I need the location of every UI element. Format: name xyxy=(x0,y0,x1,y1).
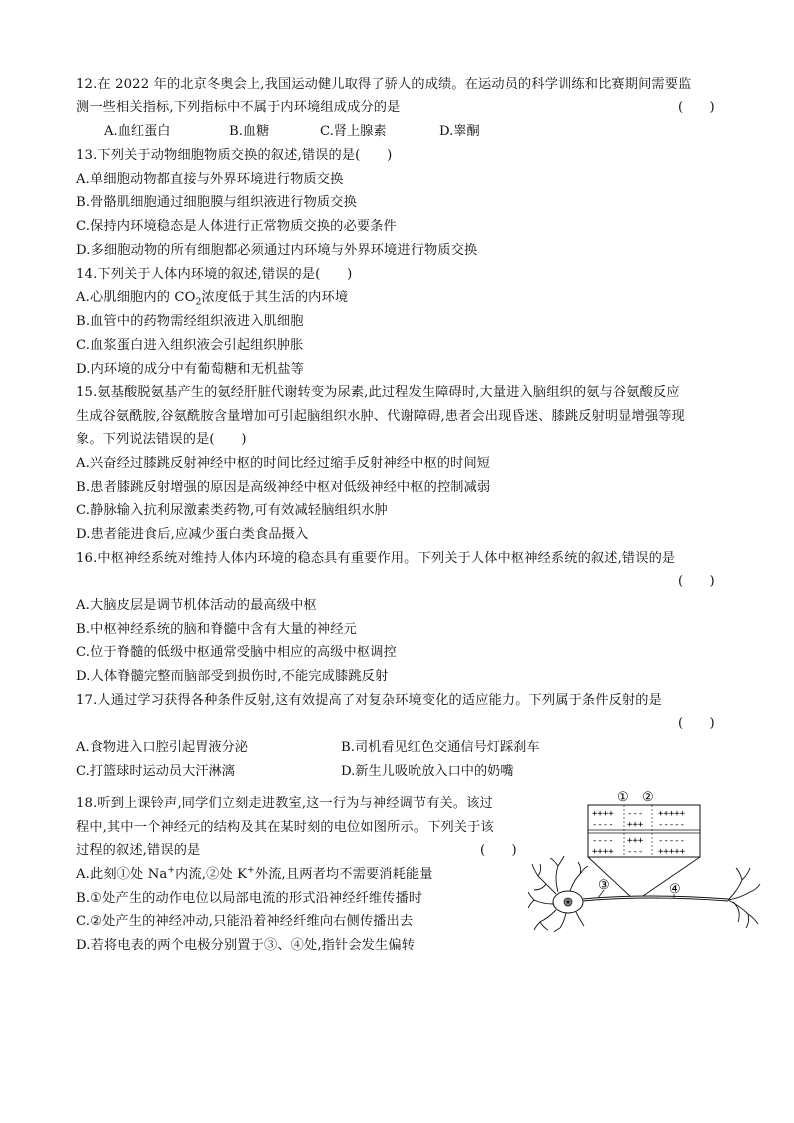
q18-option-a-superscript-2: + xyxy=(247,865,255,876)
q12-option-d: D.睾酮 xyxy=(439,124,480,139)
charge-row2-left: ---- xyxy=(592,820,614,830)
q17-option-b: B.司机看见红色交通信号灯踩刹车 xyxy=(341,740,540,755)
q14-option-a-text-end: 浓度低于其生活的内环境 xyxy=(201,290,349,305)
q12-stem-line1: 12.在 2022 年的北京冬奥会上,我国运动健儿取得了骄人的成绩。在运动员的科学训练和比赛期间需要监 xyxy=(76,77,692,92)
q18-option-a-text-end: 外流,且两者均不需要消耗能量 xyxy=(254,867,433,882)
q14-option-b: B.血管中的药物需经组织液进入肌细胞 xyxy=(76,314,304,329)
q14-option-a-text: A.心肌细胞内的 CO xyxy=(76,290,196,305)
q14-stem: 14.下列关于人体内环境的叙述,错误的是( ) xyxy=(76,267,353,282)
q13-option-d: D.多细胞动物的所有细胞都必须通过内环境与外界环境进行物质交换 xyxy=(76,243,478,258)
q18-option-a-text: A.此刻①处 Na xyxy=(76,867,168,882)
q14-option-a-subscript: 2 xyxy=(195,297,202,308)
q16-option-d: D.人体脊髓完整而脑部受到损伤时,不能完成膝跳反射 xyxy=(76,669,389,684)
q15-stem-line3: 象。下列说法错误的是( ) xyxy=(76,432,247,447)
q15-option-c: C.静脉输入抗利尿激素类药物,可有效减轻脑组织水肿 xyxy=(76,503,388,518)
q17-option-d: D.新生儿吸吮放入口中的奶嘴 xyxy=(341,764,514,779)
q16-answer-paren: ( ) xyxy=(678,574,715,589)
q14-option-c: C.血浆蛋白进入组织液会引起组织肿胀 xyxy=(76,338,304,353)
q13-option-c: C.保持内环境稳态是人体进行正常物质交换的必要条件 xyxy=(76,219,397,234)
q17-stem: 17.人通过学习获得各种条件反射,这有效提高了对复杂环境变化的适应能力。下列属于条件反射的是 xyxy=(76,693,662,708)
charge-row1-left: ++++ xyxy=(592,809,614,819)
q13-option-b: B.骨骼肌细胞通过细胞膜与组织液进行物质交换 xyxy=(76,195,357,210)
q17-option-c: C.打篮球时运动员大汗淋漓 xyxy=(76,764,235,779)
q16-option-b: B.中枢神经系统的脑和脊髓中含有大量的神经元 xyxy=(76,622,357,637)
q18-option-b: B.①处产生的动作电位以局部电流的形式沿神经纤维传播时 xyxy=(76,891,423,906)
q12-option-b: B.血糖 xyxy=(229,124,270,139)
q12-option-a: A.血红蛋白 xyxy=(104,124,171,139)
q16-option-c: C.位于脊髓的低级中枢通常受脑中相应的高级中枢调控 xyxy=(76,645,397,660)
q16-option-a: A.大脑皮层是调节机体活动的最高级中枢 xyxy=(76,598,317,613)
q18-stem-line1: 18.听到上课铃声,同学们立刻走进教室,这一行为与神经调节有关。该过 xyxy=(76,796,493,811)
q18-option-d: D.若将电表的两个电极分别置于③、④处,指针会发生偏转 xyxy=(76,938,416,953)
charge-row2-right: ----- xyxy=(658,820,686,830)
q18-option-c: C.②处产生的神经冲动,只能沿着神经纤维向右侧传播出去 xyxy=(76,914,414,929)
q18-stem-line3: 过程的叙述,错误的是 xyxy=(76,843,201,858)
marker-3: ③ xyxy=(598,878,610,893)
q12-stem-line2: 测一些相关指标,下列指标中不属于内环境组成成分的是 xyxy=(76,100,401,115)
neuron-figure xyxy=(528,786,764,932)
charge-row4-right: +++++ xyxy=(658,847,686,857)
charge-row1-right: +++++ xyxy=(658,809,686,819)
q12-answer-paren: ( ) xyxy=(678,100,715,115)
charge-row3-right: ----- xyxy=(658,836,686,846)
charge-row1-mid: --- xyxy=(627,809,644,819)
marker-2: ② xyxy=(642,790,654,805)
q18-option-a-text-mid: 内流,②处 K xyxy=(175,867,248,882)
zoom-line-left xyxy=(588,857,632,898)
q18-option-a-superscript-1: + xyxy=(167,865,176,876)
charge-row4-left: ++++ xyxy=(592,847,614,857)
marker-4: ④ xyxy=(669,882,681,897)
q13-option-a: A.单细胞动物都直接与外界环境进行物质交换 xyxy=(76,172,344,187)
q15-stem-line2: 生成谷氨酰胺,谷氨酰胺含量增加可引起脑组织水肿、代谢障碍,患者会出现昏迷、膝跳反射明显增强等现 xyxy=(76,409,685,424)
q18-option-a xyxy=(76,866,433,884)
axon-terminals xyxy=(728,868,760,928)
charge-row3-left: ---- xyxy=(592,836,614,846)
q14-option-a xyxy=(76,289,348,307)
q15-option-a: A.兴奋经过膝跳反射神经中枢的时间比经过缩手反射神经中枢的时间短 xyxy=(76,456,491,471)
marker-1: ① xyxy=(617,790,629,805)
charge-row2-mid: +++ xyxy=(627,820,644,830)
q18-answer-paren: ( ) xyxy=(480,843,517,858)
charge-row3-mid: +++ xyxy=(627,836,644,846)
q12-option-c: C.肾上腺素 xyxy=(320,124,387,139)
q14-option-d: D.内环境的成分中有葡萄糖和无机盐等 xyxy=(76,362,304,377)
q16-stem: 16.中枢神经系统对维持人体内环境的稳态具有重要作用。下列关于人体中枢神经系统的叙述,错误的是 xyxy=(76,551,676,566)
q17-option-a: A.食物进入口腔引起胃液分泌 xyxy=(76,740,248,755)
q18-stem-line2: 程中,其中一个神经元的结构及其在某时刻的电位如图所示。下列关于该 xyxy=(76,820,494,835)
q13-stem: 13.下列关于动物细胞物质交换的叙述,错误的是( ) xyxy=(76,148,393,163)
q17-answer-paren: ( ) xyxy=(678,716,715,731)
nucleolus xyxy=(567,901,570,904)
q15-option-d: D.患者能进食后,应减少蛋白类食品摄入 xyxy=(76,527,309,542)
q15-option-b: B.患者膝跳反射增强的原因是高级神经中枢对低级神经中枢的控制减弱 xyxy=(76,480,491,495)
q15-stem-line1: 15.氨基酸脱氨基产生的氨经肝脏代谢转变为尿素,此过程发生障碍时,大量进入脑组织的氨与谷氨酸反应 xyxy=(76,385,680,400)
charge-row4-mid: --- xyxy=(627,847,644,857)
